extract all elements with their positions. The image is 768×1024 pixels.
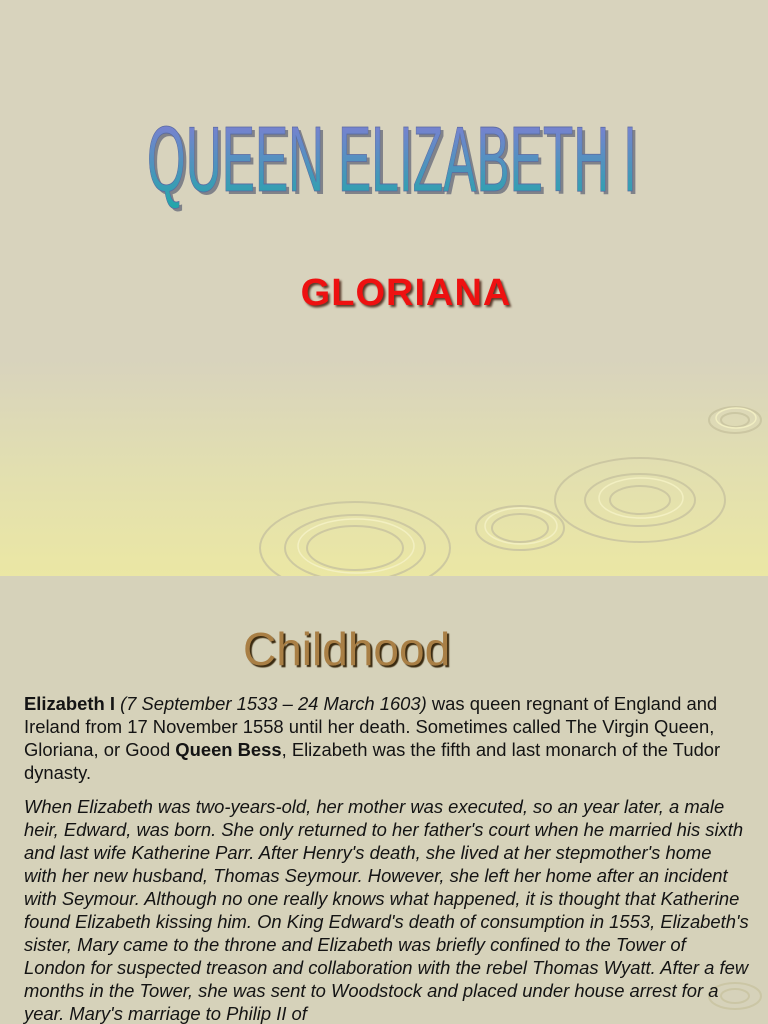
slide-body	[24, 692, 749, 1024]
intro-text-a: was queen regnant of England and Ireland from 17 November 1558 until her death. Sometimes called The Virgin Queen, Gloriana, or Good	[24, 693, 718, 760]
subtitle: GLORIANA	[300, 272, 512, 314]
nickname: Queen Bess	[175, 739, 282, 760]
intro-text-b: , Elizabeth was the fifth and last monarch of the Tudor dynasty.	[24, 739, 721, 783]
subject-name: Elizabeth I	[24, 693, 115, 714]
intro-paragraph	[24, 692, 749, 784]
title-text: QUEEN ELIZABETH I	[147, 107, 637, 212]
life-dates: (7 September 1533 – 24 March 1603)	[114, 693, 427, 714]
childhood-paragraph: When Elizabeth was two-years-old, her mother was executed, so an year later, a male heir, Edward, was born. She only returned to her father's court when he married his sixth and last wife Katherine Parr. After Henry's death, she lived at her stepmother's home with her new husband, Thomas Seymour. However, she left her home after an incident with Seymour. Although no one really knows what happened, it is thought that Katherine found Elizabeth kissing him. On King Edward's death of consumption in 1553, Elizabeth's sister, Mary came to the throne and Elizabeth was briefly confined to the Tower of London for suspected treason and collaboration with the rebel Thomas Wyatt. After a few months in the Tower, she was sent to Woodstock and placed under house arrest for a year. Mary's marriage to Philip II of	[24, 796, 749, 1024]
title-shadow: QUEEN ELIZABETH I	[150, 110, 640, 215]
title-wordart	[130, 88, 650, 218]
section-heading: Childhood	[243, 623, 451, 675]
childhood-slide	[0, 576, 768, 1024]
